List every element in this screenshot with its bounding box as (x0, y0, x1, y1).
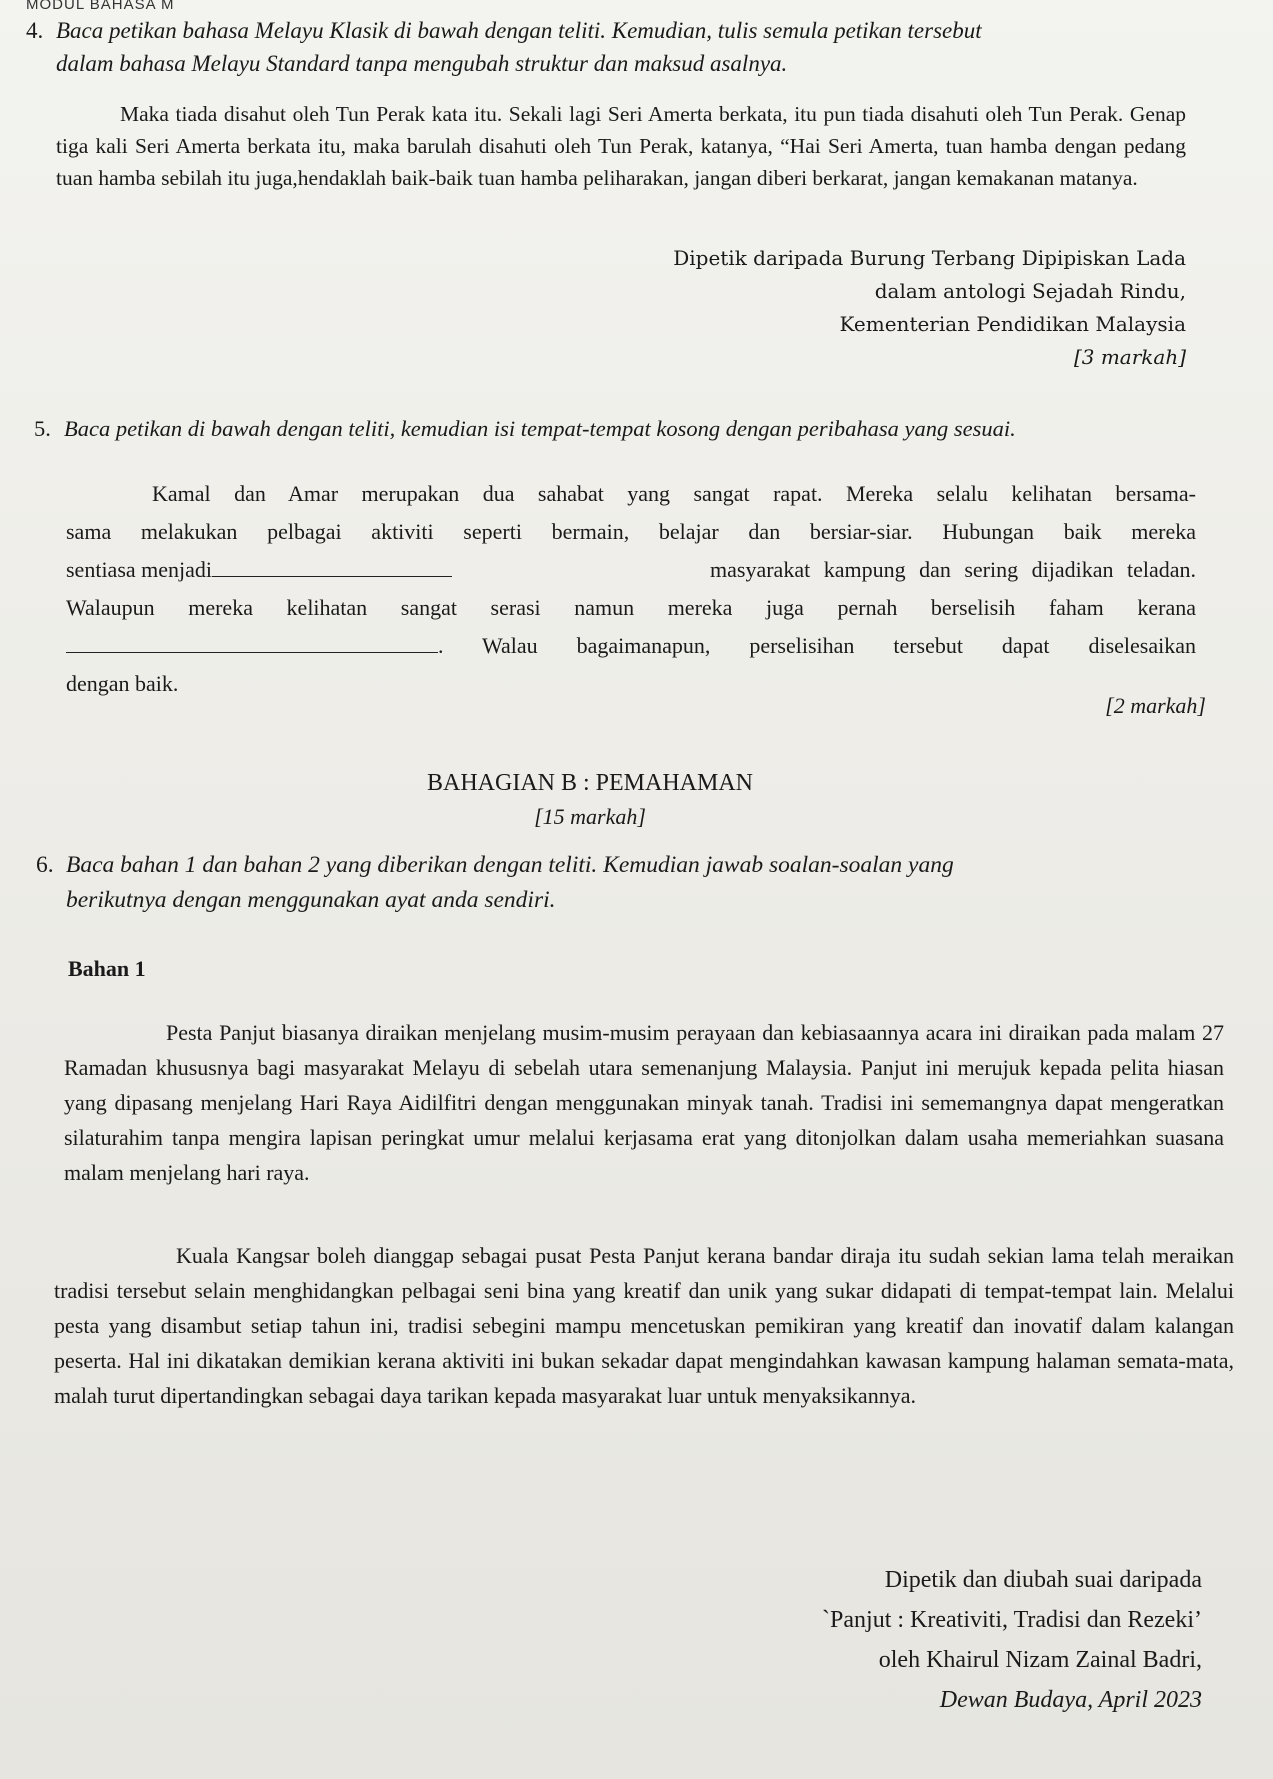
q6-instruction (36, 848, 1256, 918)
q4-instruction (26, 14, 1256, 80)
q4-source (600, 242, 1186, 374)
q5-answer-blank-1[interactable] (212, 556, 452, 577)
bahan-1-source-line-4: Dewan Budaya, April 2023 (939, 1687, 1202, 1713)
q5-line-2: sama melakukan pelbagai aktiviti seperti bermain, belajar dan bersiar-siar. Hubungan baik mereka (66, 519, 1196, 544)
q6-number: 6. (36, 852, 54, 878)
q4-marks: [3 markah] (1073, 345, 1186, 369)
section-b-marks: [15 markah] (534, 804, 646, 829)
q4-instruction-line-1: Baca petikan bahasa Melayu Klasik di bawah dengan teliti. Kemudian, tulis semula petikan tersebut (56, 18, 982, 43)
q5-line-3 (66, 551, 1196, 589)
q4-passage: Maka tiada disahut oleh Tun Perak kata itu. Sekali lagi Seri Amerta berkata, itu pun tiada disahuti oleh Tun Perak. Genap tiga kali Seri Amerta berkata itu, maka barulah disahuti oleh Tun Perak, katanya, “Hai Seri Amerta, tuan hamba dengan pedang tuan hamba sebilah itu juga,hendaklah baik-baik tuan hamba peliharakan, jangan diberi berkarat, jangan kemakanan matanya. (56, 102, 1186, 190)
q4-number: 4. (26, 18, 44, 43)
q5-line-5-text: . Walau bagaimanapun, perselisihan tersebut dapat diselesaikan (438, 633, 1196, 658)
q4-source-line-2: dalam antologi Sejadah Rindu, (874, 279, 1186, 303)
q5-line-6: dengan baik. (66, 671, 179, 696)
bahan-1-paragraph-1: Pesta Panjut biasanya diraikan menjelang musim-musim perayaan dan kebiasaannya acara ini diraikan pada malam 27 Ramadan khususnya bagi masyarakat Melayu di sebelah utara semenanjung Malaysia. Panjut ini merujuk kepada pelita hiasan yang dipasang menjelang Hari Raya Aidilfitri dengan menggunakan minyak tanah. Tradisi ini sememangnya dapat mengeratkan silaturahim tanpa mengira lapisan peringkat umur melalui kerjasama erat yang ditonjolkan dalam usaha memeriahkan suasana malam menjelang hari raya. (64, 1020, 1224, 1185)
q5-line-3a: sentiasa menjadi (66, 557, 213, 582)
q5-line-5 (66, 627, 1196, 665)
q4-instruction-line-2: dalam bahasa Melayu Standard tanpa mengubah struktur dan maksud asalnya. (56, 51, 788, 76)
bahan-1-source (560, 1560, 1202, 1720)
q5-line-1: Kamal dan Amar merupakan dua sahabat yang sangat rapat. Mereka selalu kelihatan bersama- (152, 481, 1196, 506)
bahan-1-source-line-1: Dipetik dan diubah suai daripada (884, 1567, 1202, 1593)
bahan-1-source-line-3: oleh Khairul Nizam Zainal Badri, (878, 1647, 1202, 1673)
q5-marks: [2 markah] (1105, 693, 1206, 718)
q5-instruction (34, 412, 1254, 445)
section-b-title: BAHAGIAN B : PEMAHAMAN (426, 770, 753, 796)
bahan-1-title: Bahan 1 (68, 956, 146, 981)
q5-line-3b: masyarakat kampung dan sering dijadikan teladan. (710, 557, 1196, 582)
q5-instruction-text: Baca petikan di bawah dengan teliti, kemudian isi tempat-tempat kosong dengan peribahasa yang sesuai. (64, 416, 1016, 441)
q5-answer-blank-2[interactable] (66, 632, 438, 653)
bahan-1-source-line-2: `Panjut : Kreativiti, Tradisi dan Rezeki’ (822, 1607, 1202, 1633)
bahan-1-paragraph-2: Kuala Kangsar boleh dianggap sebagai pusat Pesta Panjut kerana bandar diraja itu sudah sekian lama telah meraikan tradisi tersebut selain menghidangkan pelbagai seni bina yang kreatif dan unik yang sukar didapati di tempat-tempat lain. Melalui pesta yang disambut setiap tahun ini, tradisi sebegini mampu mencetuskan pemikiran yang kreatif dan inovatif dalam kalangan peserta. Hal ini dikatakan demikian kerana aktiviti ini bukan sekadar dapat mengindahkan kawasan kampung halaman semata-mata, malah turut dipertandingkan sebagai daya tarikan kepada masyarakat luar untuk menyaksikannya. (54, 1243, 1234, 1408)
q4-source-line-3: Kementerian Pendidikan Malaysia (839, 312, 1186, 336)
q4-source-line-1: Dipetik daripada Burung Terbang Dipipiskan Lada (673, 246, 1186, 270)
q5-line-4: Walaupun mereka kelihatan sangat serasi namun mereka juga pernah berselisih faham kerana (66, 595, 1196, 620)
q6-instruction-line-2: berikutnya dengan menggunakan ayat anda sendiri. (66, 887, 556, 913)
q5-number: 5. (34, 416, 51, 441)
q5-passage (66, 475, 1196, 703)
module-header: MODUL BAHASA M (26, 0, 175, 13)
q6-instruction-line-1: Baca bahan 1 dan bahan 2 yang diberikan dengan teliti. Kemudian jawab soalan-soalan yang (66, 852, 954, 878)
